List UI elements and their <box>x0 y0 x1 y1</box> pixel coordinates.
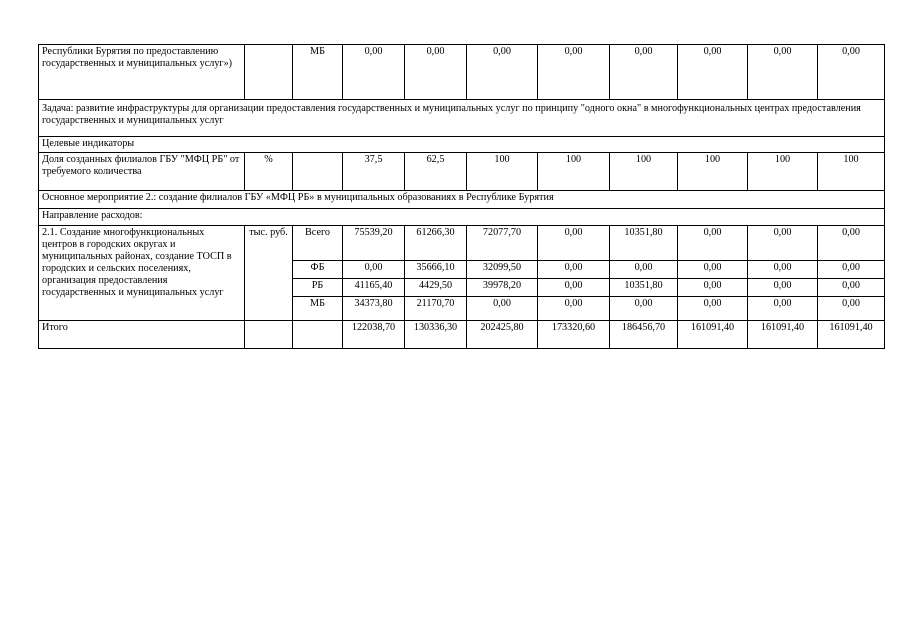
value-cell: 0,00 <box>538 226 610 261</box>
source-cell: ФБ <box>293 261 343 279</box>
unit-cell: % <box>245 153 293 191</box>
value-cell: 100 <box>818 153 885 191</box>
total-label-cell: Итого <box>39 321 245 349</box>
value-cell: 0,00 <box>748 261 818 279</box>
target-indicators-cell: Целевые индикаторы <box>39 137 885 153</box>
source-cell <box>293 321 343 349</box>
value-cell: 0,00 <box>538 279 610 297</box>
main-activity-cell: Основное мероприятие 2.: создание филиалов ГБУ «МФЦ РБ» в муниципальных образованиях в Республике Бурятия <box>39 191 885 209</box>
value-cell: 0,00 <box>818 297 885 321</box>
total-value-cell: 122038,70 <box>343 321 405 349</box>
total-value-cell: 161091,40 <box>748 321 818 349</box>
table-row <box>39 45 885 100</box>
indicator-name-cell: Доля созданных филиалов ГБУ "МФЦ РБ" от требуемого количества <box>39 153 245 191</box>
value-cell: 0,00 <box>538 261 610 279</box>
value-cell: 100 <box>748 153 818 191</box>
value-cell: 0,00 <box>678 297 748 321</box>
value-cell: 0,00 <box>678 261 748 279</box>
source-cell: МБ <box>293 45 343 100</box>
value-cell: 39978,20 <box>467 279 538 297</box>
total-value-cell: 186456,70 <box>610 321 678 349</box>
value-cell: 4429,50 <box>405 279 467 297</box>
value-cell: 0,00 <box>818 226 885 261</box>
unit-cell <box>245 321 293 349</box>
table-row <box>39 191 885 209</box>
value-cell: 0,00 <box>748 226 818 261</box>
value-cell: 72077,70 <box>467 226 538 261</box>
unit-cell <box>245 45 293 100</box>
value-cell: 41165,40 <box>343 279 405 297</box>
value-cell: 0,00 <box>678 279 748 297</box>
value-cell: 0,00 <box>818 45 885 100</box>
value-cell: 0,00 <box>818 261 885 279</box>
value-cell: 0,00 <box>610 297 678 321</box>
value-cell: 0,00 <box>467 45 538 100</box>
value-cell: 0,00 <box>467 297 538 321</box>
source-cell: РБ <box>293 279 343 297</box>
unit-cell: тыс. руб. <box>245 226 293 321</box>
value-cell: 0,00 <box>538 45 610 100</box>
value-cell: 0,00 <box>343 45 405 100</box>
source-cell: Всего <box>293 226 343 261</box>
value-cell: 100 <box>467 153 538 191</box>
value-cell: 0,00 <box>610 261 678 279</box>
total-value-cell: 161091,40 <box>678 321 748 349</box>
value-cell: 75539,20 <box>343 226 405 261</box>
table-row <box>39 321 885 349</box>
value-cell: 34373,80 <box>343 297 405 321</box>
expense-direction-cell: Направление расходов: <box>39 209 885 226</box>
table-row <box>39 226 885 261</box>
value-cell: 10351,80 <box>610 226 678 261</box>
value-cell: 100 <box>610 153 678 191</box>
value-cell: 62,5 <box>405 153 467 191</box>
value-cell: 0,00 <box>343 261 405 279</box>
financing-table <box>38 44 885 349</box>
value-cell: 37,5 <box>343 153 405 191</box>
value-cell: 100 <box>678 153 748 191</box>
value-cell: 21170,70 <box>405 297 467 321</box>
table-row <box>39 209 885 226</box>
value-cell: 0,00 <box>818 279 885 297</box>
total-value-cell: 173320,60 <box>538 321 610 349</box>
value-cell: 100 <box>538 153 610 191</box>
source-cell <box>293 153 343 191</box>
table-row <box>39 100 885 137</box>
value-cell: 0,00 <box>748 279 818 297</box>
table-row <box>39 153 885 191</box>
value-cell: 0,00 <box>748 45 818 100</box>
total-value-cell: 202425,80 <box>467 321 538 349</box>
source-cell: МБ <box>293 297 343 321</box>
value-cell: 0,00 <box>748 297 818 321</box>
total-value-cell: 130336,30 <box>405 321 467 349</box>
value-cell: 32099,50 <box>467 261 538 279</box>
value-cell: 0,00 <box>610 45 678 100</box>
value-cell: 35666,10 <box>405 261 467 279</box>
table-row <box>39 137 885 153</box>
value-cell: 0,00 <box>678 45 748 100</box>
value-cell: 0,00 <box>405 45 467 100</box>
total-value-cell: 161091,40 <box>818 321 885 349</box>
value-cell: 0,00 <box>538 297 610 321</box>
value-cell: 0,00 <box>678 226 748 261</box>
task-cell: Задача: развитие инфраструктуры для организации предоставления государственных и муниципальных услуг по принципу "одного окна" в многофункциональных центрах предоставления государственных и муниципальных услуг <box>39 100 885 137</box>
value-cell: 10351,80 <box>610 279 678 297</box>
row-name-cell: Республики Бурятия по предоставлению государственных и муниципальных услуг») <box>39 45 245 100</box>
value-cell: 61266,30 <box>405 226 467 261</box>
activity-name-cell: 2.1. Создание многофункциональных центров в городских округах и муниципальных районах, создание ТОСП в городских и сельских поселениях, организация предоставления государственных и муниципальных услуг <box>39 226 245 321</box>
